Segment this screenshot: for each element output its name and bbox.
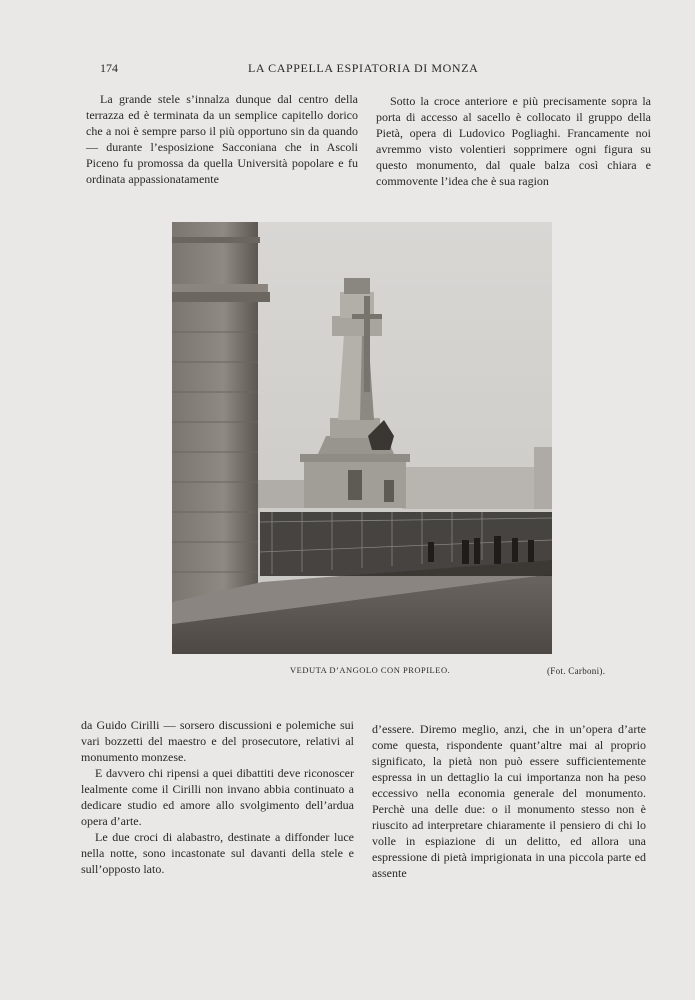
photo-credit: (Fot. Carboni). — [547, 666, 606, 676]
running-title: LA CAPPELLA ESPIATORIA DI MONZA — [248, 61, 479, 75]
top-right-column — [376, 93, 651, 189]
paragraph: E davvero chi ripensi a quei dibattiti deve riconoscer lealmente come il Cirilli non invano abbia continuato a dedicare studio ed amore allo svolgimento dell’ardua opera d’arte. — [81, 766, 354, 828]
bottom-right-column — [372, 721, 646, 881]
top-left-column — [86, 91, 358, 187]
monument-photograph — [172, 222, 552, 654]
paragraph: La grande stele s’innalza dunque dal centro della terrazza ed è terminata da un semplice capitello dorico che a noi è sempre parso il più opportuno sin da quando — durante l’esposizione Sacconiana che in Ascoli Piceno fu promossa da quella Università popolare e fu ordinata appassionatamente — [86, 92, 358, 186]
bottom-left-column — [81, 717, 354, 877]
paragraph: da Guido Cirilli — sorsero discussioni e polemiche sui vari bozzetti del maestro e del prosecutore, relativi al monumento monzese. — [81, 718, 354, 764]
paragraph: Le due croci di alabastro, destinate a diffonder luce nella notte, sono incastonate sul davanti della stele e sull’opposto lato. — [81, 830, 354, 876]
paragraph: Sotto la croce anteriore e più precisamente sopra la porta di accesso al sacello è collocato il gruppo della Pietà, opera di Ludovico Pogliaghi. Francamente noi avremmo visto volentieri sopprimere ogni figura su questo monumento, dal quale balza così chiara e commovente l’idea che è sua ragion — [376, 94, 651, 188]
figure-caption: VEDUTA D’ANGOLO CON PROPILEO. — [290, 665, 451, 675]
page-number: 174 — [100, 61, 118, 75]
paragraph: d’essere. Diremo meglio, anzi, che in un’opera d’arte come questa, rispondente quant’altre mai al proprio significato, la pietà non può essere sufficientemente espressa in un dettaglio la cui importanza non ha peso eccessivo nella economia generale del monumento. Perchè una delle due: o il monumento stesso non è riuscito ad interpretare chiaramente il pensiero di chi lo volle in espiazione di un delitto, ed allora una espressione di pietà imprigionata in una piccola parte ed assente — [372, 722, 646, 880]
